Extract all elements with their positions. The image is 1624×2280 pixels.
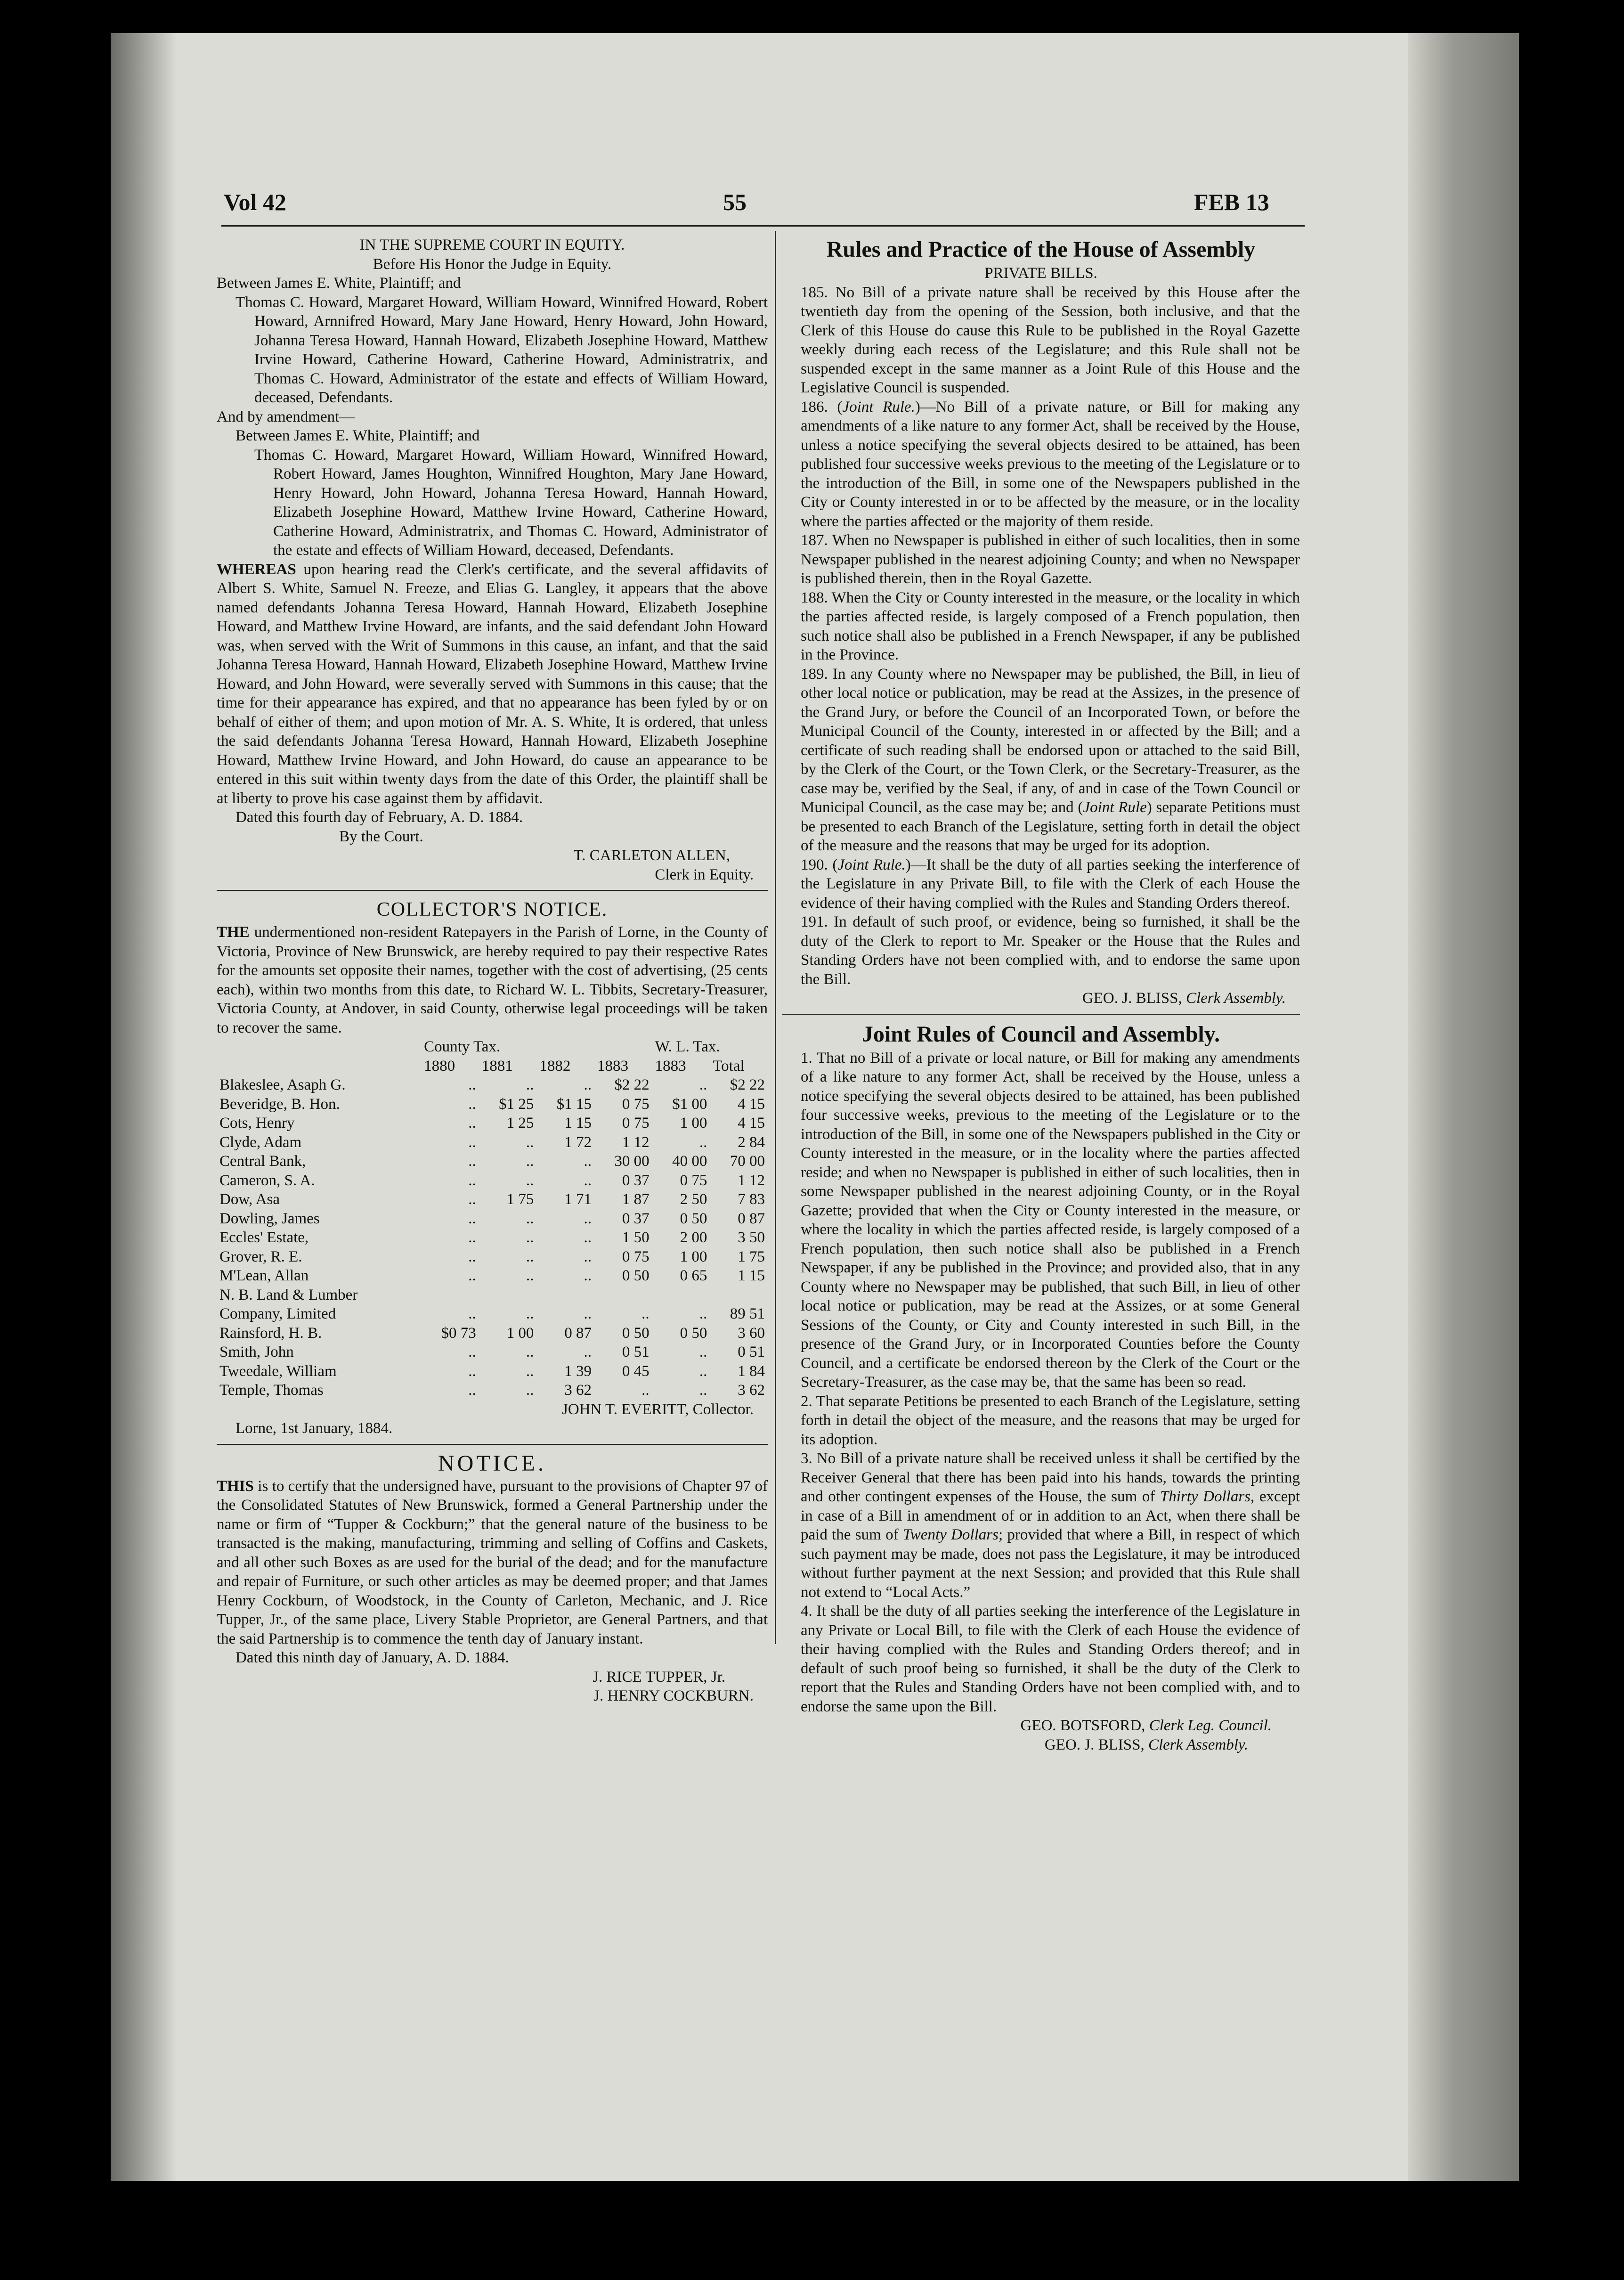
tax-amount: 3 62 bbox=[738, 1382, 765, 1399]
tax-amount: .. bbox=[641, 1382, 650, 1399]
page-number: 55 bbox=[723, 189, 747, 215]
tax-amount: 2 00 bbox=[680, 1229, 707, 1246]
tax-amount: 0 45 bbox=[622, 1362, 650, 1380]
tax-amount bbox=[710, 1286, 768, 1305]
tax-amount: .. bbox=[584, 1267, 592, 1284]
ratepayer-name: Cots, Henry bbox=[219, 1115, 295, 1132]
section-rule bbox=[217, 1444, 768, 1445]
table-row bbox=[217, 1286, 768, 1305]
ratepayer-name: N. B. Land & Lumber bbox=[219, 1286, 358, 1303]
table-row bbox=[217, 1362, 768, 1381]
tax-amount: 0 75 bbox=[680, 1172, 707, 1189]
tax-amount: .. bbox=[468, 1362, 476, 1380]
tax-amount: 30 00 bbox=[614, 1153, 650, 1170]
joint-rules bbox=[782, 1020, 1300, 1755]
tax-col-header: 1881 bbox=[481, 1057, 513, 1075]
ratepayer-name: Rainsford, H. B. bbox=[219, 1324, 322, 1342]
wl-tax-header: W. L. Tax. bbox=[655, 1038, 720, 1055]
court-title: IN THE SUPREME COURT IN EQUITY. bbox=[359, 236, 625, 253]
table-row bbox=[217, 1171, 768, 1190]
collector-lead: THE bbox=[217, 924, 250, 941]
table-row bbox=[217, 1324, 768, 1343]
header-rule bbox=[221, 225, 1305, 227]
table-row bbox=[217, 1343, 768, 1362]
tax-col-header: Total bbox=[713, 1057, 745, 1075]
tax-header-group bbox=[217, 1037, 768, 1057]
tax-amount: .. bbox=[468, 1267, 476, 1284]
tax-amount: 70 00 bbox=[730, 1153, 765, 1170]
collectors-notice bbox=[217, 896, 768, 1438]
tax-amount: .. bbox=[526, 1076, 534, 1093]
tax-amount: 1 12 bbox=[622, 1133, 650, 1151]
joint-rule-2: 2. That separate Petitions be presented to each Branch of the Legislature, setting forth in detail the object of the measure, and the reasons that may be urged for its adoption. bbox=[801, 1392, 1300, 1448]
rule-190: 190. (Joint Rule.)—It shall be the duty of all parties seeking the interference of the Legislature in any Private Bill, to file with the Clerk of each House the evidence of their having complied with the Rules and Standing Orders thereof. bbox=[801, 856, 1300, 912]
ratepayer-name: Company, Limited bbox=[219, 1305, 336, 1322]
tax-amount: 3 62 bbox=[564, 1382, 592, 1399]
parties-1-lead: Between James E. White, Plaintiff; and bbox=[217, 275, 461, 292]
notice-signer-1: J. RICE TUPPER, Jr. bbox=[593, 1668, 725, 1686]
rule-188: 188. When the City or County interested in the measure, or the locality in which the parties affected reside, is largely composed of a French population, then such notice shall also be published in a French Newspaper, if any be published in the Province. bbox=[801, 589, 1300, 663]
ratepayer-name: Eccles' Estate, bbox=[219, 1229, 309, 1246]
tax-amount: 1 71 bbox=[564, 1191, 592, 1208]
tax-amount: $1 00 bbox=[672, 1095, 707, 1113]
tax-amount: 89 51 bbox=[730, 1305, 765, 1322]
rule-185: 185. No Bill of a private nature shall be received by this House after the twentieth day from the opening of the Session, both inclusive, and that the Clerk of this House do cause this Rule to be published in the Royal Gazette weekly during each recess of the Legislature; and this Rule shall not be suspended except in the same manner as a Joint Rule of this House and the Legislative Council is suspended. bbox=[801, 284, 1300, 396]
tax-amount: $1 25 bbox=[499, 1095, 534, 1113]
tax-amount: .. bbox=[584, 1305, 592, 1322]
whereas-paragraph bbox=[217, 560, 768, 808]
collector-place-date: Lorne, 1st January, 1884. bbox=[235, 1420, 393, 1437]
table-row bbox=[217, 1114, 768, 1133]
tax-amount: .. bbox=[468, 1191, 476, 1208]
tax-amount: 1 00 bbox=[680, 1248, 707, 1265]
tax-amount bbox=[479, 1286, 537, 1305]
collector-title: COLLECTOR'S NOTICE. bbox=[376, 899, 608, 920]
tax-amount: .. bbox=[526, 1133, 534, 1151]
tax-amount: .. bbox=[584, 1344, 592, 1360]
page-spine-shadow bbox=[111, 33, 177, 2181]
table-row bbox=[217, 1266, 768, 1286]
tax-amount: .. bbox=[468, 1076, 476, 1093]
tax-col-header: 1883 bbox=[597, 1057, 629, 1075]
tax-amount: 1 15 bbox=[564, 1115, 592, 1132]
tax-amount: $0 73 bbox=[441, 1324, 476, 1342]
court-notice bbox=[217, 236, 768, 884]
tax-amount: .. bbox=[468, 1305, 476, 1322]
tax-amount: 0 51 bbox=[738, 1344, 765, 1360]
table-row bbox=[217, 1381, 768, 1400]
notice-dated: Dated this ninth day of January, A. D. 1884. bbox=[235, 1649, 509, 1666]
tax-amount bbox=[536, 1286, 594, 1305]
joint-rule-1: 1. That no Bill of a private or local nature, or Bill for making any amendments of a like nature to any former Act, shall be received by the House, unless a notice specifying the several objects desired to be attained, has been published four successive weeks, previous to the meeting of the Legislature or to the introduction of the Bill, in some one of the Newspapers published in the City or County interested in the measure, or in the locality where the parties affected reside; and when no Newspaper is published in either of such localities, then in some Newspaper published in the nearest adjoining County, or in the Royal Gazette; provided that when the City or County interested in the measure, or where the locality in which the parties affected reside, is largely composed of a French population, then such notice shall also be published in a French Newspaper, if any be published in the Province; and provided also, that in any County where no Newspaper may be published, that such Bill, in lieu of other local notice or publication, may be read at the Assizes, or at some General Sessions of the County, or City and County interested in such Bill, in the presence of the Grand Jury, or in Incorporated Counties before the County Council, and a certificate be endorsed thereon by the Clerk of the Court or the Secretary-Treasurer, as the case may be, that the same has been so read. bbox=[801, 1049, 1300, 1391]
tax-amount: 0 50 bbox=[622, 1267, 650, 1284]
ratepayer-name: Clyde, Adam bbox=[219, 1133, 302, 1151]
joint-signature-2: GEO. J. BLISS, Clerk Assembly. bbox=[1044, 1736, 1248, 1753]
joint-rule-3: 3. No Bill of a private nature shall be received unless it shall be certified by the Receiver General that there has been paid into his hands, towards the printing and other contingent expenses of the House, the sum of Thirty Dollars, except in case of a Bill in amendment of or in addition to an Act, when there shall be paid the sum of Twenty Dollars; provided that where a Bill, in respect of which such payment may be made, does not pass the Legislature, it may be introduced without further payment at the next Session; and provided that this Rule shall not extend to “Local Acts.” bbox=[801, 1450, 1300, 1601]
tax-amount: .. bbox=[584, 1076, 592, 1093]
tax-amount: .. bbox=[584, 1172, 592, 1189]
court-dated: Dated this fourth day of February, A. D. 1884. bbox=[235, 809, 523, 826]
tax-amount: 0 50 bbox=[680, 1210, 707, 1227]
tax-amount: .. bbox=[526, 1210, 534, 1227]
tax-amount bbox=[652, 1286, 710, 1305]
collector-paragraph bbox=[217, 923, 768, 1037]
tax-amount: 0 50 bbox=[622, 1324, 650, 1342]
ratepayer-name: Dow, Asa bbox=[219, 1191, 280, 1208]
rules-title: Rules and Practice of the House of Assembly bbox=[826, 237, 1256, 262]
whereas-text: upon hearing read the Clerk's certificate, and the several affidavits of Albert S. White, Samuel N. Freeze, and Elias G. Langley, it appears that the above named defendants Johanna Teresa Howard, Hannah Howard, Elizabeth Josephine Howard, and Matthew Irvine Howard, are infants, and the said defendant John Howard was, when served with the Writ of Summons in this cause, an infant, and that the said Johanna Teresa Howard, Hannah Howard, Elizabeth Josephine Howard, Matthew Irvine Howard, and John Howard, were severally served with Summons in this cause; that the time for their appearance has expired, and that no appearance has been fyled by or on behalf of either of them; and upon motion of Mr. A. S. White, It is ordered, that unless the said defendants Johanna Teresa Howard, Hannah Howard, Elizabeth Josephine Howard, Matthew Irvine Howard, and John Howard, do cause an appearance to be entered in this suit within twenty days from the date of this Order, the plaintiff shall be at liberty to prove his case against them by affidavit. bbox=[217, 561, 768, 807]
tax-amount: 0 51 bbox=[622, 1344, 650, 1360]
amendment-label: And by amendment— bbox=[217, 408, 355, 425]
table-row bbox=[217, 1075, 768, 1095]
notice-paragraph bbox=[217, 1477, 768, 1649]
table-row bbox=[217, 1209, 768, 1229]
tax-amount: .. bbox=[468, 1172, 476, 1189]
tax-amount: 7 83 bbox=[738, 1191, 765, 1208]
tax-amount: 0 50 bbox=[680, 1324, 707, 1342]
tax-amount: 1 72 bbox=[564, 1133, 592, 1151]
ratepayer-name: Grover, R. E. bbox=[219, 1248, 302, 1265]
house-rules bbox=[782, 236, 1300, 1008]
tax-amount: 0 65 bbox=[680, 1267, 707, 1284]
tax-amount: .. bbox=[584, 1248, 592, 1265]
tax-table bbox=[217, 1037, 768, 1400]
tax-amount: .. bbox=[526, 1172, 534, 1189]
page-header bbox=[111, 188, 1316, 221]
by-the-court: By the Court. bbox=[339, 828, 423, 845]
tax-amount: 1 87 bbox=[622, 1191, 650, 1208]
rules-signature: GEO. J. BLISS, Clerk Assembly. bbox=[1082, 990, 1286, 1007]
tax-amount: 1 00 bbox=[506, 1324, 534, 1342]
table-row bbox=[217, 1152, 768, 1171]
parties-2-defendants: Thomas C. Howard, Margaret Howard, William Howard, Winnifred Howard, Robert Howard, James Houghton, Winnifred Houghton, Mary Jane Howard, Henry Howard, John Howard, Johanna Teresa Howard, Hannah Howard, Elizabeth Josephine Howard, Matthew Irvine Howard, Catherine Howard, Catherine Howard, Administratrix, and Thomas C. Howard, Administrator of the estate and effects of William Howard, deceased, Defendants. bbox=[254, 446, 768, 559]
tax-amount: $2 22 bbox=[730, 1076, 765, 1093]
tax-amount: .. bbox=[526, 1248, 534, 1265]
rules-subtitle: PRIVATE BILLS. bbox=[984, 265, 1097, 282]
tax-amount: 1 84 bbox=[738, 1362, 765, 1380]
ratepayer-name: Dowling, James bbox=[219, 1210, 320, 1227]
tax-column-headers bbox=[217, 1057, 768, 1076]
notice-signer-2: J. HENRY COCKBURN. bbox=[593, 1687, 754, 1704]
tax-amount: 1 12 bbox=[738, 1172, 765, 1189]
partnership-notice bbox=[217, 1450, 768, 1706]
joint-title: Joint Rules of Council and Assembly. bbox=[861, 1021, 1220, 1047]
tax-amount: .. bbox=[468, 1382, 476, 1399]
ratepayer-name: Temple, Thomas bbox=[219, 1382, 324, 1399]
tax-amount: $1 15 bbox=[556, 1095, 592, 1113]
table-row bbox=[217, 1304, 768, 1324]
ratepayer-name: Beveridge, B. Hon. bbox=[219, 1095, 340, 1113]
rule-187: 187. When no Newspaper is published in either of such localities, then in some Newspaper published in the nearest adjoining County; and when no Newspaper is published therein, then in the Royal Gazette. bbox=[801, 532, 1300, 587]
section-rule bbox=[217, 890, 768, 891]
tax-amount: 1 75 bbox=[738, 1248, 765, 1265]
tax-amount: .. bbox=[468, 1229, 476, 1246]
parties-1-defendants: Thomas C. Howard, Margaret Howard, William Howard, Winnifred Howard, Robert Howard, Arnnifred Howard, Mary Jane Howard, Henry Howard, John Howard, Johanna Teresa Howard, Hannah Howard, Elizabeth Josephine Howard, Matthew Irvine Howard, Catherine Howard, Catherine Howard, Administratrix, and Thomas C. Howard, Administrator of the estate and effects of William Howard, deceased, Defendants. bbox=[235, 293, 768, 406]
tax-amount: 40 00 bbox=[672, 1153, 707, 1170]
court-sign-title: Clerk in Equity. bbox=[655, 866, 754, 883]
tax-amount: .. bbox=[468, 1095, 476, 1113]
table-row bbox=[217, 1228, 768, 1247]
tax-amount: .. bbox=[699, 1362, 707, 1380]
court-sign-name: T. CARLETON ALLEN, bbox=[573, 847, 730, 864]
column-divider bbox=[775, 231, 776, 1644]
tax-amount: 0 75 bbox=[622, 1248, 650, 1265]
tax-col-header: 1883 bbox=[655, 1057, 686, 1075]
notice-title: NOTICE. bbox=[438, 1450, 546, 1476]
tax-amount bbox=[421, 1286, 479, 1305]
notice-body: is to certify that the undersigned have, pursuant to the provisions of Chapter 97 of the Consolidated Statutes of New Brunswick, formed a General Partnership under the name or firm of “Tupper & Cockburn;” that the general nature of the business to be transacted is the making, manufacturing, trimming and selling of Coffins and Caskets, and all other such Boxes as are used for the burial of the dead; and for the manufacture and repair of Furniture, or such other articles as may be deemed proper; and that James Henry Cockburn, of Woodstock, in the County of Carleton, Mechanic, and J. Rice Tupper, Jr., of the same place, Livery Stable Proprietor, are General Partners, and that the said Partnership is to commence the tenth day of January instant. bbox=[217, 1477, 768, 1647]
left-column bbox=[217, 236, 768, 1706]
tax-amount: .. bbox=[468, 1153, 476, 1170]
tax-amount: .. bbox=[641, 1305, 650, 1322]
tax-amount: 1 00 bbox=[680, 1115, 707, 1132]
tax-col-header: 1882 bbox=[539, 1057, 571, 1075]
table-row bbox=[217, 1133, 768, 1152]
tax-amount: 3 50 bbox=[738, 1229, 765, 1246]
tax-amount: 1 15 bbox=[738, 1267, 765, 1284]
tax-amount: 0 37 bbox=[622, 1172, 650, 1189]
joint-signature-1: GEO. BOTSFORD, Clerk Leg. Council. bbox=[1020, 1717, 1272, 1734]
tax-rows bbox=[217, 1075, 768, 1400]
court-subtitle: Before His Honor the Judge in Equity. bbox=[373, 255, 612, 273]
collector-signer: JOHN T. EVERITT, Collector. bbox=[562, 1401, 754, 1418]
table-row bbox=[217, 1095, 768, 1114]
tax-amount: 0 75 bbox=[622, 1095, 650, 1113]
notice-lead: THIS bbox=[217, 1477, 254, 1495]
rule-186: 186. (Joint Rule.)—No Bill of a private nature, or Bill for making any amendments of a like nature to any former Act, shall be received by the House, unless a notice specifying the several objects desired to be attained, has been published four successive weeks previous to the meeting of the Legislature or to the introduction of the Bill, in some one of the Newspapers published in the City or County interested in or to be affected by the measure, or in the locality where the parties affected or the majority of them reside. bbox=[801, 398, 1300, 530]
right-column bbox=[782, 236, 1300, 1754]
collector-body: undermentioned non-resident Ratepayers in the Parish of Lorne, in the County of Victoria, Province of New Brunswick, are hereby required to pay their respective Rates for the amounts set opposite their names, together with the cost of advertising, (25 cents each), within two months from this date, to Richard W. L. Tibbits, Secretary-Treasurer, Victoria County, at Andover, in said County, otherwise legal proceedings will be taken to recover the same. bbox=[217, 924, 768, 1036]
ratepayer-name: Central Bank, bbox=[219, 1153, 306, 1170]
parties-2-lead: Between James E. White, Plaintiff; and bbox=[235, 427, 480, 444]
tax-amount: .. bbox=[699, 1076, 707, 1093]
tax-amount: .. bbox=[526, 1229, 534, 1246]
ratepayer-name: Cameron, S. A. bbox=[219, 1172, 315, 1189]
tax-amount: .. bbox=[526, 1305, 534, 1322]
tax-amount: .. bbox=[584, 1229, 592, 1246]
tax-amount: $2 22 bbox=[614, 1076, 650, 1093]
tax-amount: .. bbox=[584, 1153, 592, 1170]
table-row bbox=[217, 1190, 768, 1209]
joint-rule-4: 4. It shall be the duty of all parties seeking the interference of the Legislature in any Private or Local Bill, to file with the Clerk of each House the evidence of their having complied with the Rules and Standing Orders thereof; and in default of such proof being so furnished, it shall be the duty of the Clerk to report that the Rules and Standing Orders have not been complied with, and to endorse the same upon the Bill. bbox=[801, 1603, 1300, 1715]
tax-amount: .. bbox=[526, 1344, 534, 1360]
volume-label: Vol 42 bbox=[224, 189, 286, 215]
county-tax-header: County Tax. bbox=[424, 1038, 501, 1055]
tax-amount: 3 60 bbox=[738, 1324, 765, 1342]
tax-amount: 0 87 bbox=[564, 1324, 592, 1342]
tax-amount: 0 87 bbox=[738, 1210, 765, 1227]
tax-amount: .. bbox=[699, 1305, 707, 1322]
issue-date: FEB 13 bbox=[1194, 189, 1269, 215]
tax-amount: 0 37 bbox=[622, 1210, 650, 1227]
ratepayer-name: Blakeslee, Asaph G. bbox=[219, 1076, 346, 1093]
table-row bbox=[217, 1247, 768, 1267]
tax-amount: .. bbox=[468, 1133, 476, 1151]
tax-amount: 2 84 bbox=[738, 1133, 765, 1151]
tax-amount: .. bbox=[468, 1115, 476, 1132]
tax-amount: 4 15 bbox=[738, 1115, 765, 1132]
tax-col-header: 1880 bbox=[424, 1057, 455, 1075]
tax-amount: .. bbox=[526, 1153, 534, 1170]
tax-amount: .. bbox=[699, 1344, 707, 1360]
ratepayer-name: M'Lean, Allan bbox=[219, 1267, 309, 1284]
whereas-lead: WHEREAS bbox=[217, 561, 296, 578]
tax-amount: .. bbox=[699, 1133, 707, 1151]
ratepayer-name: Tweedale, William bbox=[219, 1362, 337, 1380]
tax-amount bbox=[594, 1286, 652, 1305]
tax-amount: 1 75 bbox=[506, 1191, 534, 1208]
tax-amount: 1 39 bbox=[564, 1362, 592, 1380]
tax-amount: .. bbox=[468, 1210, 476, 1227]
section-rule bbox=[782, 1014, 1300, 1015]
tax-amount: .. bbox=[526, 1362, 534, 1380]
tax-amount: .. bbox=[526, 1267, 534, 1284]
tax-amount: .. bbox=[526, 1382, 534, 1399]
page-edge bbox=[1408, 33, 1519, 2181]
tax-amount: 2 50 bbox=[680, 1191, 707, 1208]
tax-amount: 1 50 bbox=[622, 1229, 650, 1246]
tax-amount: .. bbox=[699, 1382, 707, 1399]
tax-amount: 4 15 bbox=[738, 1095, 765, 1113]
rule-191: 191. In default of such proof, or evidence, being so furnished, it shall be the duty of the Clerk to report to Mr. Speaker or the House that the Rules and Standing Orders have not been complied with, and to endorse the same upon the Bill. bbox=[801, 913, 1300, 988]
ratepayer-name: Smith, John bbox=[219, 1344, 294, 1360]
tax-amount: .. bbox=[468, 1344, 476, 1360]
tax-amount: .. bbox=[468, 1248, 476, 1265]
tax-amount: .. bbox=[584, 1210, 592, 1227]
tax-amount: 1 25 bbox=[506, 1115, 534, 1132]
tax-amount: 0 75 bbox=[622, 1115, 650, 1132]
rule-189: 189. In any County where no Newspaper may be published, the Bill, in lieu of other local notice or publication, may be read at the Assizes, in the presence of the Grand Jury, or before the Council of an Incorporated Town, or before the Municipal Council of the County, interested in or affected by the Bill; and a certificate of such reading shall be endorsed upon or attached to the said Bill, by the Clerk of the Court, or the Town Clerk, or the Secretary-Treasurer, as the case may be, verified by the Seal, if any, of and in case of the Town Council or Municipal Council, as the case may be; and (Joint Rule) separate Petitions must be presented to each Branch of the Legislature, setting forth in detail the object of the measure and the reasons that may be urged for its adoption. bbox=[801, 665, 1300, 854]
